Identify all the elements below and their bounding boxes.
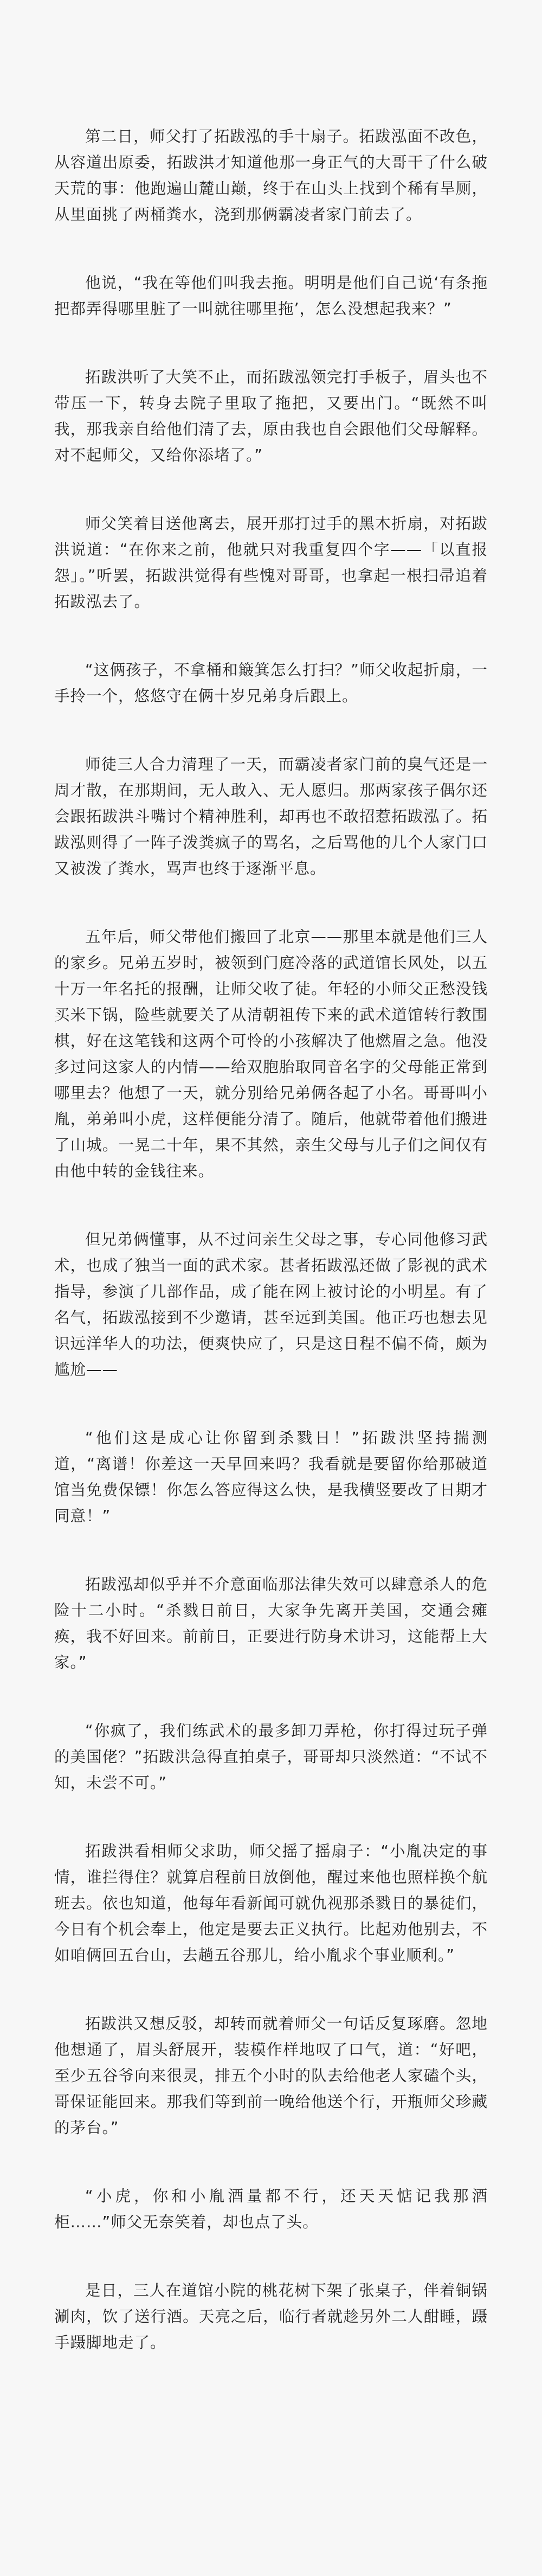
paragraph: “这俩孩子，不拿桶和簸箕怎么打扫？”师父收起折扇，一手拎一个，悠悠守在俩十岁兄弟身后跟上。 — [54, 661, 488, 705]
paragraph: 他说，“我在等他们叫我去拖。明明是他们自己说‘有条拖把都弄得哪里脏了一叫就往哪里拖’，怎么没想起我来？” — [54, 274, 488, 318]
paragraph: 第二日，师父打了拓跋泓的手十扇子。拓跋泓面不改色，从容道出原委，拓跋洪才知道他那一身正气的大哥干了什么破天荒的事：他跑遍山麓山巅，终于在山头上找到个稀有旱厕，从里面挑了两桶粪水，浇到那俩霸凌者家门前去了。 — [54, 127, 488, 223]
paragraph: 师父笑着目送他离去，展开那打过手的黑木折扇，对拓跋洪说道：“在你来之前，他就只对我重复四个字——「以直报怨」。”听罢，拓跋洪觉得有些愧对哥哥，也拿起一根扫帚追着拓跋泓去了。 — [54, 515, 488, 611]
paragraph: 是日，三人在道馆小院的桃花树下架了张桌子，伴着铜锅涮肉，饮了送行酒。天亮之后，临行者就趁另外二人酣睡，蹑手蹑脚地走了。 — [54, 2282, 488, 2351]
paragraph: 拓跋洪听了大笑不止，而拓跋泓领完打手板子，眉头也不带压一下，转身去院子里取了拖把，又要出门。“既然不叫我，那我亲自给他们清了去，原由我也自会跟他们父母解释。对不起师父，又给你添堵了。” — [54, 368, 488, 464]
paragraph: “你疯了，我们练武术的最多卸刀弄枪，你打得过玩子弹的美国佬？”拓跋洪急得直拍桌子，哥哥却只淡然道：“不试不知，未尝不可。” — [54, 1722, 488, 1792]
paragraph: 师徒三人合力清理了一天，而霸凌者家门前的臭气还是一周才散，在那期间，无人敢入、无人愿归。那两家孩子偶尔还会跟拓跋洪斗嘴讨个精神胜利，却再也不敢招惹拓跋泓了。拓跋泓则得了一阵子泼粪疯子的骂名，之后骂他的几个人家门口又被泼了粪水，骂声也终于逐渐平息。 — [54, 755, 488, 877]
paragraph: “小虎，你和小胤酒量都不行，还天天惦记我那酒柜……”师父无奈笑着，却也点了头。 — [54, 2187, 488, 2231]
paragraph: 五年后，师父带他们搬回了北京——那里本就是他们三人的家乡。兄弟五岁时，被领到门庭冷落的武道馆长风处，以五十万一年名托的报酬，让师父收了徒。年轻的小师父正愁没钱买米下锅，险些就要关了从清朝祖传下来的武术道馆转行教围棋，好在这笔钱和这两个可怜的小孩解决了他燃眉之急。他没多过问这家人的内情——给双胞胎取同音名字的父母能正常到哪里去？他想了一天，就分别给兄弟俩各起了小名。哥哥叫小胤，弟弟叫小虎，这样便能分清了。随后，他就带着他们搬进了山城。一晃二十年，果不其然，亲生父母与儿子们之间仅有由他中转的金钱往来。 — [54, 928, 488, 1180]
paragraph: “他们这是成心让你留到杀戮日！”拓跋洪坚持揣测道，“离谱！你差这一天早回来吗？我看就是要留你给那破道馆当免费保镖！你怎么答应得这么快，是我横竖要改了日期才同意！” — [54, 1429, 488, 1525]
paragraph: 但兄弟俩懂事，从不过问亲生父母之事，专心同他修习武术，也成了独当一面的武术家。甚者拓跋泓还做了影视的武术指导，参演了几部作品，成了能在网上被讨论的小明星。有了名气，拓跋泓接到不少邀请，甚至远到美国。他正巧也想去见识远洋华人的功法，便爽快应了，只是这日程不偏不倚，颇为尴尬—— — [54, 1231, 488, 1379]
paragraph: 拓跋洪又想反驳，却转而就着师父一句话反复琢磨。忽地他想通了，眉头舒展开，装模作样地叹了口气，道：“好吧，至少五谷爷向来很灵，排五个小时的队去给他老人家磕个头，哥保证能回来。那我们等到前一晚给他送个行，开瓶师父珍藏的茅台。” — [54, 2015, 488, 2137]
paragraph: 拓跋洪看相师父求助，师父摇了摇扇子：“小胤决定的事情，谁拦得住？就算启程前日放倒他，醒过来他也照样换个航班去。依也知道，他每年看新闻可就仇视那杀戮日的暴徒们，今日有个机会奉上，他定是要去正义执行。比起劝他别去，不如咱俩回五台山，去趟五谷那儿，给小胤求个事业顺利。” — [54, 1842, 488, 1964]
paragraph: 拓跋泓却似乎并不介意面临那法律失效可以肆意杀人的危险十二小时。“杀戮日前日，大家争先离开美国，交通会瘫痪，我不好回来。前前日，正要进行防身术讲习，这能帮上大家。” — [54, 1575, 488, 1671]
